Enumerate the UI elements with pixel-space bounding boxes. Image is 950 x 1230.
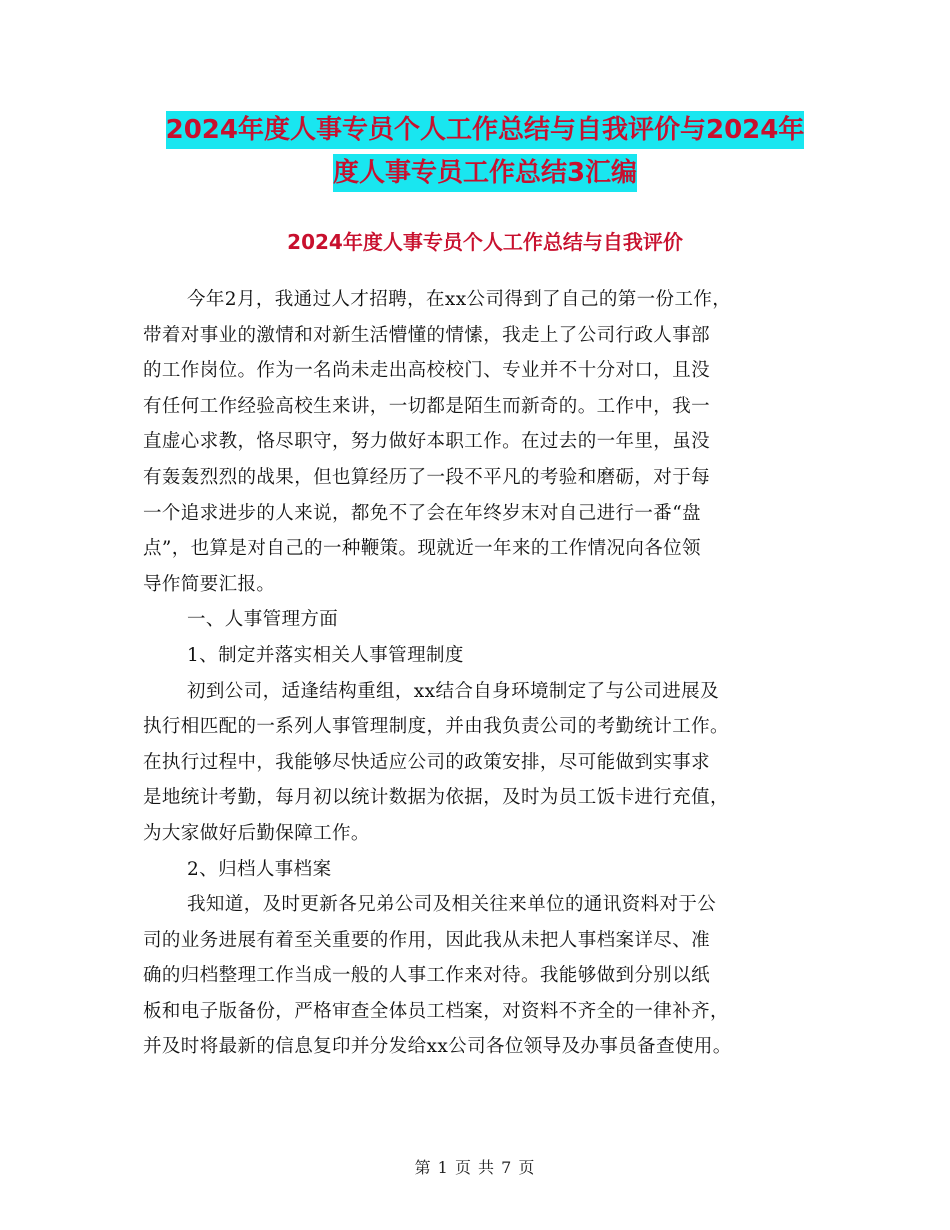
body-line: 并及时将最新的信息复印并分发给xx公司各位领导及办事员备查使用。 [143, 1036, 732, 1058]
section-title: 2024年度人事专员个人工作总结与自我评价 [287, 230, 683, 254]
body-line: 我知道，及时更新各兄弟公司及相关往来单位的通讯资料对于公 [187, 894, 717, 916]
body-line: 板和电子版备份，严格审查全体员工档案，对资料不齐全的一律补齐， [143, 1000, 729, 1022]
heading-personnel-management: 一、人事管理方面 [187, 609, 339, 631]
body-line: 一个追求进步的人来说，都免不了会在年终岁末对自己进行一番“盘 [143, 502, 701, 524]
body-line: 点”，也算是对自己的一种鞭策。现就近一年来的工作情况向各位领 [143, 538, 701, 560]
document-title-line-1 [140, 117, 830, 143]
body-line: 在执行过程中，我能够尽快适应公司的政策安排，尽可能做到实事求 [143, 751, 711, 773]
body-line: 今年2月，我通过人才招聘，在xx公司得到了自己的第一份工作， [187, 289, 732, 310]
body-line: 司的业务进展有着至关重要的作用，因此我从未把人事档案详尽、准 [143, 929, 711, 951]
document-body [143, 282, 811, 1065]
body-line: 有任何工作经验高校生来讲，一切都是陌生而新奇的。工作中，我一 [143, 395, 711, 417]
body-line: 执行相匹配的一系列人事管理制度，并由我负责公司的考勤统计工作。 [143, 716, 729, 738]
page-number-footer: 第 1 页 共 7 页 [414, 1158, 536, 1177]
body-line: 为大家做好后勤保障工作。 [143, 822, 370, 844]
body-line: 的工作岗位。作为一名尚未走出高校校门、专业并不十分对口，且没 [143, 360, 711, 382]
title-highlight-2: 度人事专员工作总结3汇编 [333, 154, 637, 192]
body-line: 是地统计考勤，每月初以统计数据为依据，及时为员工饭卡进行充值， [143, 787, 729, 809]
title-highlight-1: 2024年度人事专员个人工作总结与自我评价与2024年 [166, 111, 805, 149]
body-line: 有轰轰烈烈的战果，但也算经历了一段不平凡的考验和磨砺，对于每 [143, 466, 711, 488]
body-line: 导作简要汇报。 [143, 573, 276, 595]
body-line: 带着对事业的激情和对新生活懵懂的情愫，我走上了公司行政人事部 [143, 324, 711, 346]
body-line: 确的归档整理工作当成一般的人事工作来对待。我能够做到分别以纸 [143, 965, 711, 987]
subheading-policy: 1、制定并落实相关人事管理制度 [187, 644, 464, 666]
body-line: 初到公司，适逢结构重组，xx结合自身环境制定了与公司进展及 [187, 680, 719, 702]
body-line: 直虚心求教，恪尽职守，努力做好本职工作。在过去的一年里，虽没 [143, 431, 711, 453]
document-title-line-2 [140, 160, 830, 186]
subheading-archives: 2、归档人事档案 [187, 858, 332, 880]
